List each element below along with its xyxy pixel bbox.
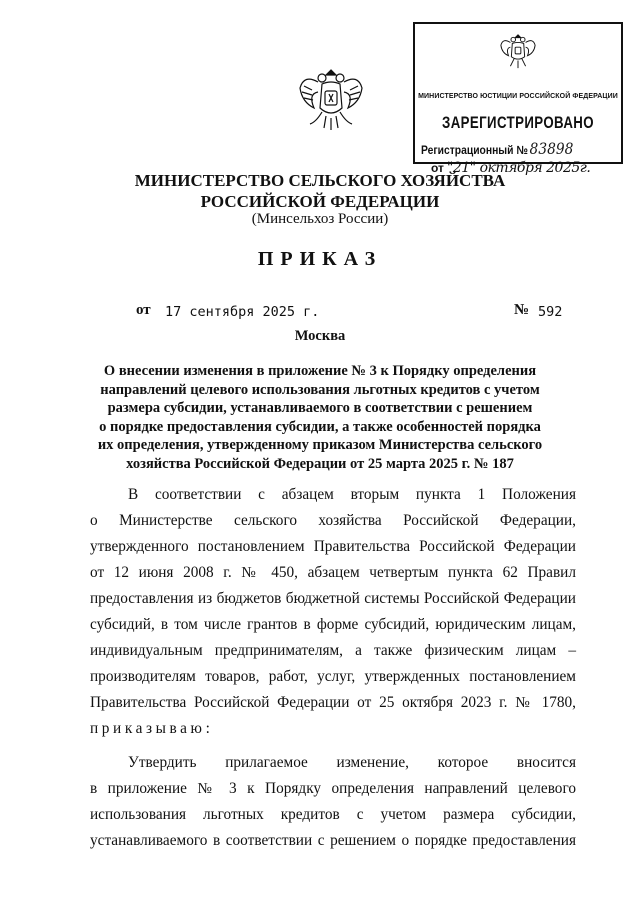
body-line: в приложение № 3 к Порядку определения направлений целевого xyxy=(90,780,576,797)
body-line: предоставления из бюджетов бюджетной системы Российской Федерации xyxy=(90,590,576,607)
stamp-date-label: от xyxy=(431,161,444,175)
subject-line: направлений целевого использования льготных кредитов с учетом xyxy=(100,381,540,398)
document-subject xyxy=(60,362,580,474)
subject-line: О внесении изменения в приложение № 3 к Порядку определения xyxy=(103,363,537,379)
ministry-line-2: РОССИЙСКОЙ ФЕДЕРАЦИИ xyxy=(200,192,440,211)
subject-line: размера субсидии, устанавливаемого в соответствии с решением xyxy=(107,400,533,417)
body-line: Правительства Российской Федерации от 25 октября 2023 г. № 1780, xyxy=(90,694,576,711)
ministry-short-name: (Минсельхоз России) xyxy=(251,211,389,227)
body-line: В соответствии с абзацем вторым пункта 1 Положения xyxy=(128,486,576,503)
body-line: приказываю: xyxy=(90,720,214,737)
body-line: производителям товаров, работ, услуг, утвержденных постановлением xyxy=(90,668,576,685)
body-line: индивидуальным предпринимателям, а также физическим лицам – xyxy=(90,642,576,659)
stamp-reg-number: 83898 xyxy=(529,139,574,158)
stamp-date-handwritten: "21" октября 2025г. xyxy=(446,160,591,176)
document-body xyxy=(90,482,576,854)
body-line: субсидий, в том числе грантов в форме субсидий, юридическим лицам, xyxy=(90,616,576,633)
stamp-registration-number xyxy=(421,139,573,158)
body-paragraph-1 xyxy=(90,482,576,742)
document-number: 592 xyxy=(538,304,563,320)
number-label: № xyxy=(514,302,530,318)
body-line: от 12 июня 2008 г. № 450, абзацем четвертым пункта 62 Правил xyxy=(90,564,576,581)
coat-of-arms-icon xyxy=(296,64,366,136)
body-paragraph-2 xyxy=(90,750,576,854)
stamp-status: ЗАРЕГИСТРИРОВАНО xyxy=(442,113,594,132)
ministry-name xyxy=(0,170,640,212)
document-date: 17 сентября 2025 г. xyxy=(165,304,320,320)
document-date-row xyxy=(0,302,640,326)
body-line: использования льготных кредитов с учетом размера субсидии, xyxy=(90,806,576,823)
registration-stamp xyxy=(413,22,623,176)
paragraph-gap xyxy=(90,742,576,750)
document-type: ПРИКАЗ xyxy=(257,248,383,270)
body-line: Утвердить прилагаемое изменение, которое вносится xyxy=(128,754,576,771)
subject-line: о порядке предоставления субсидии, а также особенностей порядка xyxy=(99,418,541,435)
stamp-ministry: МИНИСТЕРСТВО ЮСТИЦИИ РОССИЙСКОЙ ФЕДЕРАЦИИ xyxy=(418,93,618,100)
document-city: Москва xyxy=(294,328,346,344)
subject-line: хозяйства Российской Федерации от 25 марта 2025 г. № 187 xyxy=(126,455,514,472)
body-line: утвержденного постановлением Правительства Российской Федерации xyxy=(90,538,576,555)
subject-line: их определения, утвержденному приказом Министерства сельского xyxy=(97,437,543,454)
body-line: о Министерстве сельского хозяйства Российской Федерации, xyxy=(90,512,576,529)
body-line: устанавливаемого в соответствии с решением о порядке предоставления xyxy=(90,832,576,849)
ministry-line-1: МИНИСТЕРСТВО СЕЛЬСКОГО ХОЗЯЙСТВА xyxy=(134,171,506,190)
stamp-reg-label: Регистрационный № xyxy=(421,143,528,157)
date-label: от xyxy=(136,302,151,318)
stamp-emblem-icon xyxy=(499,32,537,70)
